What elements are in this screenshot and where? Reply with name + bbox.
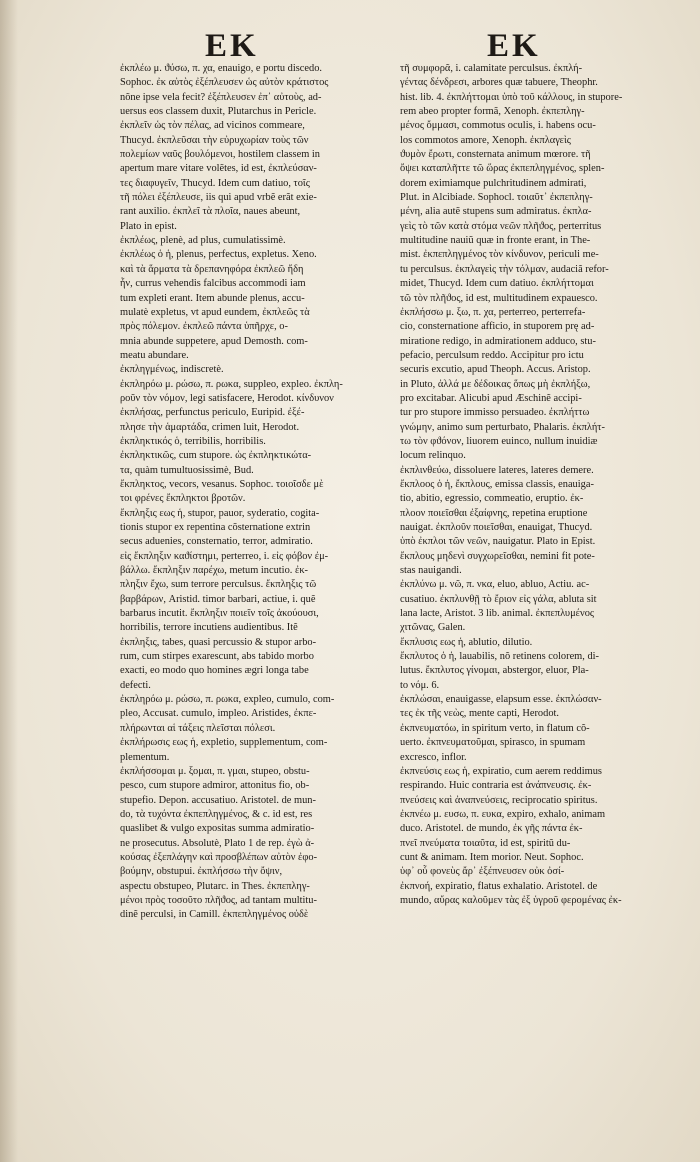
running-head-right: EK (487, 28, 541, 64)
left-column-line: Sophoc. ἐκ αὐτὸς ἐξέπλευσεν ὡς αὐτὸν κράτιστος (120, 77, 329, 89)
right-column-line: nauigat. ἐκπλοῦν ποιεῖσθαι, enauigat, Thucyd. (400, 522, 593, 533)
left-column-line: πλήρωνται αἱ τάξεις πλεῖσται πόλεσι. (120, 722, 276, 734)
left-column-line: ἐκπληκτικῶς, cum stupore. ὡς ἐκπληκτικώτα- (120, 450, 312, 462)
right-column-line: securis excutio, apud Theoph. Accus. Aristop. (400, 364, 591, 376)
right-column-line: tur pro stupore immisso persuadeo. ἐκπλήττω (400, 407, 590, 419)
right-column-line: ἔκπλοος ὁ ἡ, ἔκπλους, emissa classis, enauiga- (400, 478, 594, 490)
right-column-line: γέντας δένδρεσι, arbores quæ tabuere, Theophr. (400, 77, 598, 89)
left-column-line: ἐκπλήρωσις εως ἡ, expletio, supplementum, com- (120, 737, 328, 749)
right-column (400, 62, 685, 908)
right-column-line: ὑφ᾽ οὗ φονεὺς ἄρ᾽ ἐξέπνευσεν οὐκ ὀσί- (400, 866, 565, 878)
left-column-line: ἐκπληγμένως, indiscretè. (120, 364, 224, 376)
right-column-line: cusatiuo. ἐκπλυνθῇ τὸ ἔριον εἰς γάλα, abluta sit (400, 593, 597, 605)
right-column-line: stas nauigandi. (400, 565, 462, 577)
left-column-line: καὶ τὰ ἅρματα τὰ δρεπανηφόρα ἐκπλεῶ ἤδη (120, 263, 304, 275)
right-column-line: τες ἐκ τῆς νεὼς, mente capti, Herodot. (400, 708, 560, 720)
right-column-line: to νόμ. 6. (400, 679, 440, 691)
right-column-line: cio, consternatione afficio, in stuporem prę ad- (400, 321, 595, 333)
right-column-line: ἔκπλυσις εως ἡ, ablutio, dilutio. (400, 636, 533, 648)
left-column-line: ἔκπληκτος, vecors, vesanus. Sophoc. τοιοῖσδε μὲ (120, 478, 324, 490)
left-column-line: ἔκπληξις εως ἡ, stupor, pauor, syderatio, cogita- (120, 507, 320, 519)
left-column-line: τες διαφυγεῖν, Thucyd. Idem cum datiuo, τοῖς (120, 177, 310, 189)
left-column-line: ἐκπληκτικός ὁ, terribilis, horribilis. (120, 435, 266, 447)
left-column-line: tum expleti erant. Item abunde plenus, accu- (120, 292, 305, 304)
right-column-line: excresco, inflor. (400, 751, 467, 763)
left-column-line: mnia abunde suppetere, apud Demosth. com- (120, 335, 308, 347)
left-column-line: μένοι πρὸς τοσοῦτο πλῆϑος, ad tantam multitu- (120, 894, 317, 906)
left-column-line: πλησε τὴν ἁμαρτάδα, crimen luit, Herodot. (120, 421, 300, 433)
right-column-line: τῆ συμφορᾶ, i. calamitate perculsus. ἐκπλή- (400, 63, 583, 74)
right-column-line: tio, abitio, egressio, commeatio, eruptio. ἐκ- (400, 493, 584, 505)
left-column-line: do, τὰ τυχόντα ἐκπεπληγμένος, & c. id est, res (120, 808, 313, 820)
left-column-line: κούσας ἐξεπλάγην καὶ προσβλέπων αὐτὸν ἐφο- (120, 851, 318, 863)
right-column-line: lutus. ἔκπλυτος γίνομαι, abstergor, eluor, Pla- (400, 665, 589, 677)
right-column-line: multitudine nauiũ quæ in fronte erant, in The- (400, 235, 591, 247)
left-column-line: secus aduenies, consternatio, terror, admiratio. (120, 536, 313, 548)
left-column-line: aspectu obstupeo, Plutarc. in Thes. ἐκπεπληγ- (120, 880, 310, 892)
left-column-line: ne prosecutus. Absolutè, Plato 1 de rep. ἐγὼ ἀ- (120, 837, 315, 849)
right-column-line: los commotos amore, Xenoph. ἐκπλαγεὶς (400, 134, 571, 146)
running-head-left: EK (205, 28, 259, 64)
right-column-line: uerto. ἐκπνευματοῦμαι, spirasco, in spumam (400, 737, 586, 749)
right-column-line: ὄψει καταπλῆττε τῶ ὥρας ἐκπεπληγμένος, splen- (400, 163, 605, 175)
left-column-line: ἐκπληρόω μ. ρώσω, π. ρωκα, expleo, cumulo, com- (120, 694, 335, 706)
left-column-line: tionis stupor ex repentina cõsternatione extrin (120, 522, 311, 533)
right-column-line: ἐκπνευματόω, in spiritum verto, in flatum cõ- (400, 722, 590, 734)
right-column-line: ϑυμὸν ἔρωτι, consternata animum mœrore. τῆ (400, 149, 591, 161)
left-column-line: rant auxilio. ἐκπλεῖ τὰ πλοῖα, naues abeunt, (120, 206, 301, 218)
right-column-line: μένη, alia autẽ stupens sum admiratus. ἐκπλα- (400, 206, 592, 218)
right-column-line: ἐκπνέω μ. ευσω, π. ευκα, expiro, exhalo, animam (400, 808, 606, 820)
right-column-line: γνώμην, animo sum perturbato, Phalaris. ἐκπλήτ- (400, 421, 605, 433)
left-column-line: dinẽ perculsi, in Camill. ἐκπεπληγμένος οὐδὲ (120, 909, 309, 921)
right-column-line: χιτῶνας, Galen. (400, 622, 466, 634)
left-column-line: ἐκπλήσσομαι μ. ξομαι, π. γμαι, stupeo, obstu- (120, 765, 310, 777)
right-column-line: ἔκπλους μηδενὶ συγχωρεῖσθαι, nemini fit pote- (400, 550, 595, 562)
left-column-line: πρὸς πόλεμον. ἐκπλεῶ πάντα ὑπῆρχε, o- (120, 321, 288, 333)
right-column-line: τω τὸν φϑόνον, liuorem euinco, nullum inuidiæ (400, 435, 598, 447)
left-column-line: ἐκπλέως ὁ ἡ, plenus, perfectus, expletus. Xeno. (120, 249, 317, 261)
right-column-line: ἐκπνεύσις εως ἡ, expiratio, cum aerem reddimus (400, 765, 602, 777)
right-column-line: rem abeo propter formã, Xenoph. ἐκπεπληγ- (400, 106, 585, 118)
left-column-line: mulatè expletus, vt apud eundem, ἐκπλεῶς τὰ (120, 306, 310, 318)
left-column-line: πολεμίων ναῦς βουλόμενοι, hostilem classem in (120, 149, 320, 161)
left-column-line: τα, quàm tumultuosissimè, Bud. (120, 464, 254, 476)
left-column-line: εἰς ἔκπληξιν καϑίστημι, perterreo, i. εἰς φόβον ἐμ- (120, 550, 329, 562)
left-column-line: Thucyd. ἐκπλεῦσαι τὴν εὐρυχωρίαν τοὺς τῶν (120, 134, 309, 146)
left-column-line: ἐκπλήσας, perfunctus periculo, Euripid. ἐξέ- (120, 407, 305, 419)
left-column-line: barbarus incutit. ἔκπληξιν ποιεῖν τοῖς ἀκούουσι, (120, 608, 319, 620)
right-column-line: pro excitabar. Alicubi apud Æschinẽ accipi- (400, 392, 582, 404)
right-column-line: ἐκπνοή, expiratio, flatus exhalatio. Aristotel. de (400, 880, 598, 892)
right-column-line: miratione redigo, in admirationem adduco, stu- (400, 335, 596, 347)
left-column-line: βαρβάρων, Aristid. timor barbari, actiue, i. quẽ (120, 593, 316, 605)
left-column-line: pesco, cum stupore admiror, attonitus fio, ob- (120, 780, 310, 792)
left-column-line: ἐκπλέω μ. ϑύσω, π. χα, enauigo, e portu discedo. (120, 63, 323, 74)
right-column-line: τῶ τὸν πλῆϑος, id est, multitudinem expauesco. (400, 292, 598, 304)
right-column-line: ὑπὸ ἐκπλοι τῶν νεῶν, nauigatur. Plato in Epist. (400, 536, 596, 548)
right-column-line: πνεύσεις καὶ ἀναπνεύσεις, reciprocatio spiritus. (400, 794, 598, 806)
left-column-line: horribilis, terrore incutiens audientibus. Itẽ (120, 622, 298, 634)
left-column-line: nõne ipse vela fecit? ἐξέπλευσεν ἐπ᾽ αὐτοὺς, ad- (120, 91, 322, 103)
right-column-line: pefacio, perculsum reddo. Accipitur pro ictu (400, 349, 584, 361)
left-column-line: ἐκπληξις, tabes, quasi percussio & stupor arbo- (120, 636, 317, 648)
right-column-line: respirando. Huic contraria est ἀνάπνευσις. ἐκ- (400, 780, 592, 792)
left-column-line: plementum. (120, 751, 170, 763)
right-column-line: duco. Aristotel. de mundo, ἐκ γῆς πάντα ἐκ- (400, 823, 583, 835)
right-column-line: hist. lib. 4. ἐκπλήττομαι ὑπὸ τοῦ κάλλους, in stupore- (400, 91, 623, 103)
right-column-line: mist. ἐκπεπληγμένος τὸν κίνδυνον, periculi me- (400, 249, 599, 261)
left-column-line: pleo, Accusat. cumulo, impleo. Aristides, ἐκπε- (120, 708, 317, 720)
right-column-line: in Pluto, ἀλλά με δέδοικας ὅπως μὴ ἐκπλήξω, (400, 378, 591, 390)
right-column-line: locum relinquo. (400, 450, 466, 462)
right-column-line: ἐκπλινθεύω, dissoluere lateres, lateres demere. (400, 464, 594, 476)
left-column-line: βούμην, obstupui. ἐκπλήσσω τὴν ὄψιν, (120, 866, 283, 878)
left-column (120, 62, 405, 923)
left-column-line: uersus eos classem duxit, Plutarchus in Pericle. (120, 106, 317, 118)
left-column-line: Plato in epist. (120, 220, 177, 232)
left-column-line: defecti. (120, 679, 151, 691)
left-column-line: ἐκπλεῖν ὡς τὸν πέλας, ad vicinos commeare, (120, 120, 305, 132)
right-column-line: tu perculsus. ἐκπλαγεὶς τὴν τόλμαν, audaciã refor- (400, 263, 609, 275)
left-column-line: apertum mare vitare volẽtes, id est, ἐκπλεύσαν- (120, 163, 317, 175)
left-column-line: ἐκπληρόω μ. ρώσω, π. ρωκα, suppleo, expleo. ἐκπλη- (120, 378, 343, 390)
right-column-line: Plut. in Alcibiade. Sophocl. τοιαῦτ᾽ ἐκπεπληγ- (400, 192, 593, 204)
left-column-line: quaslibet & vulgo expositas summa admiratio- (120, 823, 315, 835)
left-column-line: rum, cum stirpes exarescunt, abs tabido morbo (120, 651, 314, 663)
right-column-line: ἔκπλυτος ὁ ἡ, lauabilis, nõ retinens colorem, di- (400, 651, 600, 663)
left-column-line: ἐκπλέως, plenè, ad plus, cumulatissimè. (120, 235, 286, 247)
right-column-line: lana lacte, Aristot. 3 lib. animal. ἐκπεπλυμένος (400, 608, 595, 620)
left-column-line: exacti, eo modo quo homines ægri longa tabe (120, 665, 309, 677)
left-column-line: τοι φρένες ἔκπληκτοι βροτῶν. (120, 493, 246, 505)
left-column-line: πληξιν ἔχω, sum terrore perculsus. ἔκπληξις τῶ (120, 579, 317, 591)
right-column-line: πνεῖ πνεύματα τοιαῦτα, id est, spiritũ du- (400, 837, 571, 849)
right-column-line: ἐκπλύνω μ. νῶ, π. νκα, eluo, abluo, Actiu. ac- (400, 579, 590, 591)
right-column-line: midet, Thucyd. Idem cum datiuo. ἐκπλήττομαι (400, 278, 594, 290)
right-column-line: dorem eximiamque pulchritudinem admirati, (400, 177, 587, 189)
left-column-line: stupefio. Depon. accusatiuo. Aristotel. de mun- (120, 794, 316, 806)
right-column-line: ἐκπλώσαι, enauigasse, elapsum esse. ἐκπλώσαν- (400, 694, 602, 706)
right-column-line: ἐκπλήσσω μ. ξω, π. χα, perterreo, perterrefa- (400, 306, 586, 318)
left-column-line: meatu abundare. (120, 349, 189, 361)
right-column-line: μένος ὄμμασι, commotus oculis, i. habens ocu- (400, 120, 596, 132)
left-column-line: τῆ πόλει ἐξέπλευσε, iis qui apud vrbẽ erãt exie- (120, 192, 317, 204)
right-column-line: γεὶς τὸ τῶν κατὰ στόμα νεῶν πλῆϑος, perterritus (400, 220, 602, 232)
gutter-shadow (0, 0, 18, 1162)
left-column-line: ἦν, currus vehendis falcibus accommodi iam (120, 278, 306, 290)
right-column-line: πλοον ποιεῖσθαι ἐξαίφνης, repetina eruptione (400, 507, 588, 519)
left-column-line: βάλλω. ἔκπληξιν παρέχω, metum incutio. ἐκ- (120, 565, 309, 577)
right-column-line: mundo, αὔρας καλοῦμεν τὰς ἐξ ὑγροῦ φερομένας ἐκ- (400, 894, 622, 906)
left-column-line: ροῦν τὸν νόμον, legi satisfacere, Herodot. κίνδυνον (120, 392, 334, 404)
right-column-line: cunt & animam. Item morior. Neut. Sophoc. (400, 851, 584, 863)
